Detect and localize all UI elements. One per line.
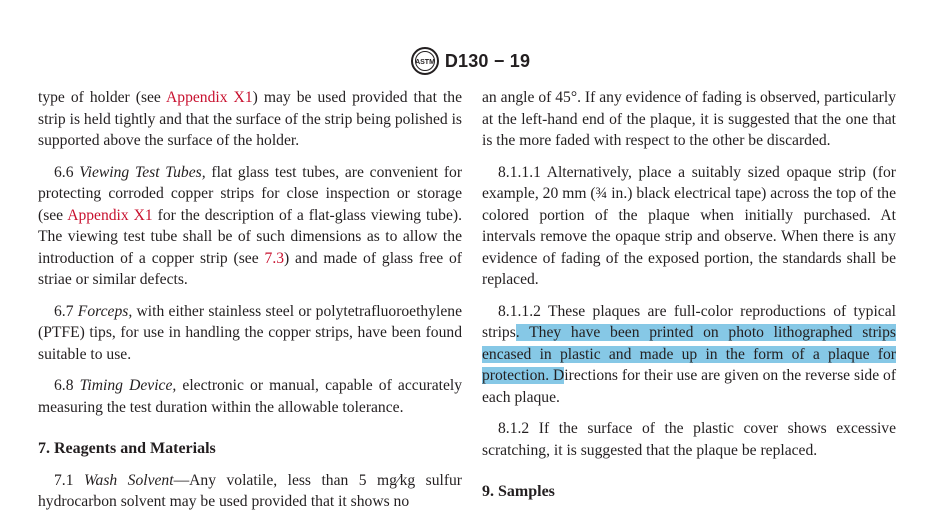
astm-logo-icon <box>411 47 439 75</box>
paragraph-holder-continuation: type of holder (see Appendix X1) may be used provided that the strip is held tightly and that the surface of the strip being polished is supported above the surface of the holder. <box>38 89 462 149</box>
section-7-heading: 7. Reagents and Materials <box>38 440 216 457</box>
paragraph-6-8: 6.8 Timing Device, electronic or manual, capable of accurately measuring the test duration within the allowable tolerance. <box>38 377 462 416</box>
paragraph-8-1-1-2: 8.1.1.2 These plaques are full-color reproductions of typical strips. They have been printed on photo lithographed strips encased in plastic and made up in the form of a plaque for protection. Directions for their use are given on the reverse side of each plaque. <box>482 302 897 406</box>
document-designation: D130 − 19 <box>444 50 531 71</box>
paragraph-8-1-2: 8.1.2 If the surface of the plastic cover shows excessive scratching, it is suggested that the plaque be replaced. <box>482 420 896 459</box>
paragraph-6-6: 6.6 Viewing Test Tubes, flat glass test tubes, are convenient for protecting corroded copper strips for close inspection or storage (see Appendix X1 for the description of a flat-glass viewing tube). The viewing test tube shall be of such dimensions as to allow the introduction of a copper strip (see 7.3) and made of glass free of striae or similar defects. <box>38 163 463 288</box>
page-header <box>0 44 941 78</box>
paragraph-fading-continuation: an angle of 45°. If any evidence of fading is observed, particularly at the left-hand end of the plaque, it is suggested that the one that is the more faded with respect to the other be discarded. <box>482 89 896 149</box>
section-9-heading: 9. Samples <box>482 483 555 500</box>
section-7-3-link[interactable]: 7.3 <box>264 249 285 267</box>
svg-text:ASTM: ASTM <box>414 59 435 66</box>
right-column <box>482 87 896 503</box>
appendix-x1-link[interactable]: Appendix X1 <box>67 206 153 224</box>
appendix-x1-link[interactable]: Appendix X1 <box>166 89 253 106</box>
paragraph-7-1: 7.1 Wash Solvent—Any volatile, less than 5 mg⁄kg sulfur hydrocarbon solvent may be used provided that it shows no <box>38 471 463 510</box>
paragraph-8-1-1-1: 8.1.1.1 Alternatively, place a suitably sized opaque strip (for example, 20 mm (¾ in.) black electrical tape) across the top of the colored portion of the plaque when initially purchased. At intervals remove the opaque strip and observe. When there is any evidence of fading of the exposed portion, the standards shall be replaced. <box>482 163 896 288</box>
text-selection-highlight[interactable]: . They have been printed on photo lithographed strips encased in plastic and made up in the form of a plaque for protection. D <box>482 324 896 384</box>
paragraph-6-7: 6.7 Forceps, with either stainless steel or polytetrafluoroethylene (PTFE) tips, for use in handling the copper strips, have been found suitable to use. <box>38 302 462 363</box>
left-column <box>38 87 462 513</box>
